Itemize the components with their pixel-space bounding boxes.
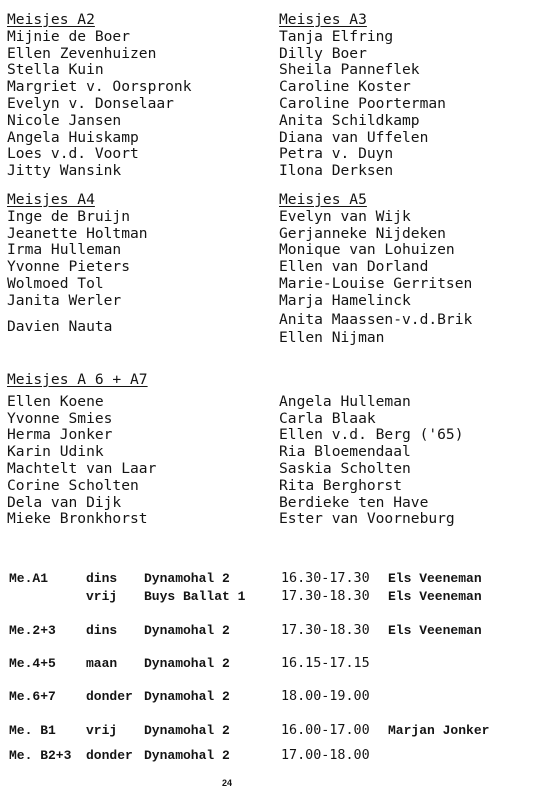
schedule-group: Me.4+5 [9,656,56,671]
schedule-hall: Dynamohal 2 [144,571,230,586]
schedule-day: dins [86,571,118,586]
schedule-group: Me. B1 [9,723,56,738]
member-name: Evelyn van Wijk [279,207,411,225]
member-name: Jitty Wansink [7,162,122,180]
member-name: Ellen Nijman [279,329,385,347]
member-name: Marie-Louise Gerritsen [279,274,473,292]
member-name: Caroline Koster [279,78,411,96]
member-name: Angela Huiskamp [7,128,139,146]
group-a3 [279,12,446,180]
page-number: 24 [222,778,233,788]
member-name: Nicole Jansen [7,111,122,129]
schedule-hall: Dynamohal 2 [144,656,230,671]
group-a2 [7,12,192,180]
schedule-group: Me. B2+3 [9,748,72,763]
group-heading: Meisjes A 6 + A7 [7,371,148,388]
member-name: Gerjanneke Nijdeken [279,224,446,242]
member-name: Mijnie de Boer [7,27,131,45]
member-name: Berdieke ten Have [279,493,429,511]
member-name: Janita Werler [7,291,122,309]
member-name: Ria Bloemendaal [279,443,411,461]
group-heading: Meisjes A3 [279,11,367,28]
member-name: Anita Maassen-v.d.Brik [279,310,473,328]
schedule-group: Me.A1 [9,571,49,586]
schedule-time: 18.00-19.00 [281,689,370,704]
member-name: Davien Nauta [7,317,113,335]
member-name: Stella Kuin [7,61,104,79]
schedule-day: donder [86,689,133,704]
schedule-day: maan [86,656,118,671]
member-name: Corine Scholten [7,476,139,494]
member-name: Ester van Voorneburg [279,510,455,528]
schedule-time: 17.00-18.00 [281,748,370,763]
member-name: Saskia Scholten [279,459,411,477]
group-heading: Meisjes A2 [7,11,95,28]
schedule-hall: Dynamohal 2 [144,723,230,738]
member-name: Caroline Poorterman [279,94,446,112]
group-a5 [279,192,472,347]
member-name: Rita Berghorst [279,476,403,494]
schedule-trainer: Els Veeneman [388,589,482,604]
schedule-trainer: Marjan Jonker [388,723,490,738]
member-name: Dela van Dijk [7,493,122,511]
member-name: Karin Udink [7,443,104,461]
schedule-day: donder [86,748,133,763]
member-name: Petra v. Duyn [279,145,394,163]
member-name: Ellen Koene [7,392,104,410]
member-name: Mieke Bronkhorst [7,510,148,528]
member-name: Yvonne Pieters [7,258,131,276]
schedule-day: dins [86,623,118,638]
member-name: Ellen v.d. Berg ('65) [279,426,464,444]
schedule-time: 16.30-17.30 [281,571,370,586]
member-name: Marja Hamelinck [279,291,411,309]
member-name: Angela Hulleman [279,392,411,410]
member-name: Yvonne Smies [7,409,113,427]
schedule-group: Me.2+3 [9,623,56,638]
member-name: Carla Blaak [279,409,376,427]
member-name: Jeanette Holtman [7,224,148,242]
schedule-time: 17.30-18.30 [281,589,370,604]
schedule-time: 16.15-17.15 [281,656,370,671]
schedule-hall: Dynamohal 2 [144,748,230,763]
schedule-group: Me.6+7 [9,689,56,704]
member-name: Inge de Bruijn [7,207,131,225]
schedule-day: vrij [86,723,118,738]
member-name: Ellen Zevenhuizen [7,44,157,62]
member-name: Ellen van Dorland [279,258,429,276]
member-name: Loes v.d. Voort [7,145,139,163]
group-a6-a7-right [279,394,464,528]
schedule-day: vrij [86,589,118,604]
member-name: Herma Jonker [7,426,113,444]
member-name: Wolmoed Tol [7,274,104,292]
group-heading: Meisjes A4 [7,191,95,208]
schedule-time: 16.00-17.00 [281,723,370,738]
group-a4 [7,192,148,335]
schedule-trainer: Els Veeneman [388,623,482,638]
member-name: Margriet v. Oorspronk [7,78,192,96]
member-name: Irma Hulleman [7,241,122,259]
member-name: Machtelt van Laar [7,459,157,477]
schedule-hall: Dynamohal 2 [144,623,230,638]
schedule-trainer: Els Veeneman [388,571,482,586]
member-name: Anita Schildkamp [279,111,420,129]
group-a6-a7 [7,372,156,528]
schedule-hall: Buys Ballat 1 [144,589,246,604]
schedule-time: 17.30-18.30 [281,623,370,638]
member-name: Diana van Uffelen [279,128,429,146]
group-heading: Meisjes A5 [279,191,367,208]
member-name: Evelyn v. Donselaar [7,94,174,112]
member-name: Dilly Boer [279,44,367,62]
member-name: Ilona Derksen [279,162,394,180]
member-name: Sheila Panneflek [279,61,420,79]
member-name: Tanja Elfring [279,27,394,45]
member-name: Monique van Lohuizen [279,241,455,259]
schedule-hall: Dynamohal 2 [144,689,230,704]
